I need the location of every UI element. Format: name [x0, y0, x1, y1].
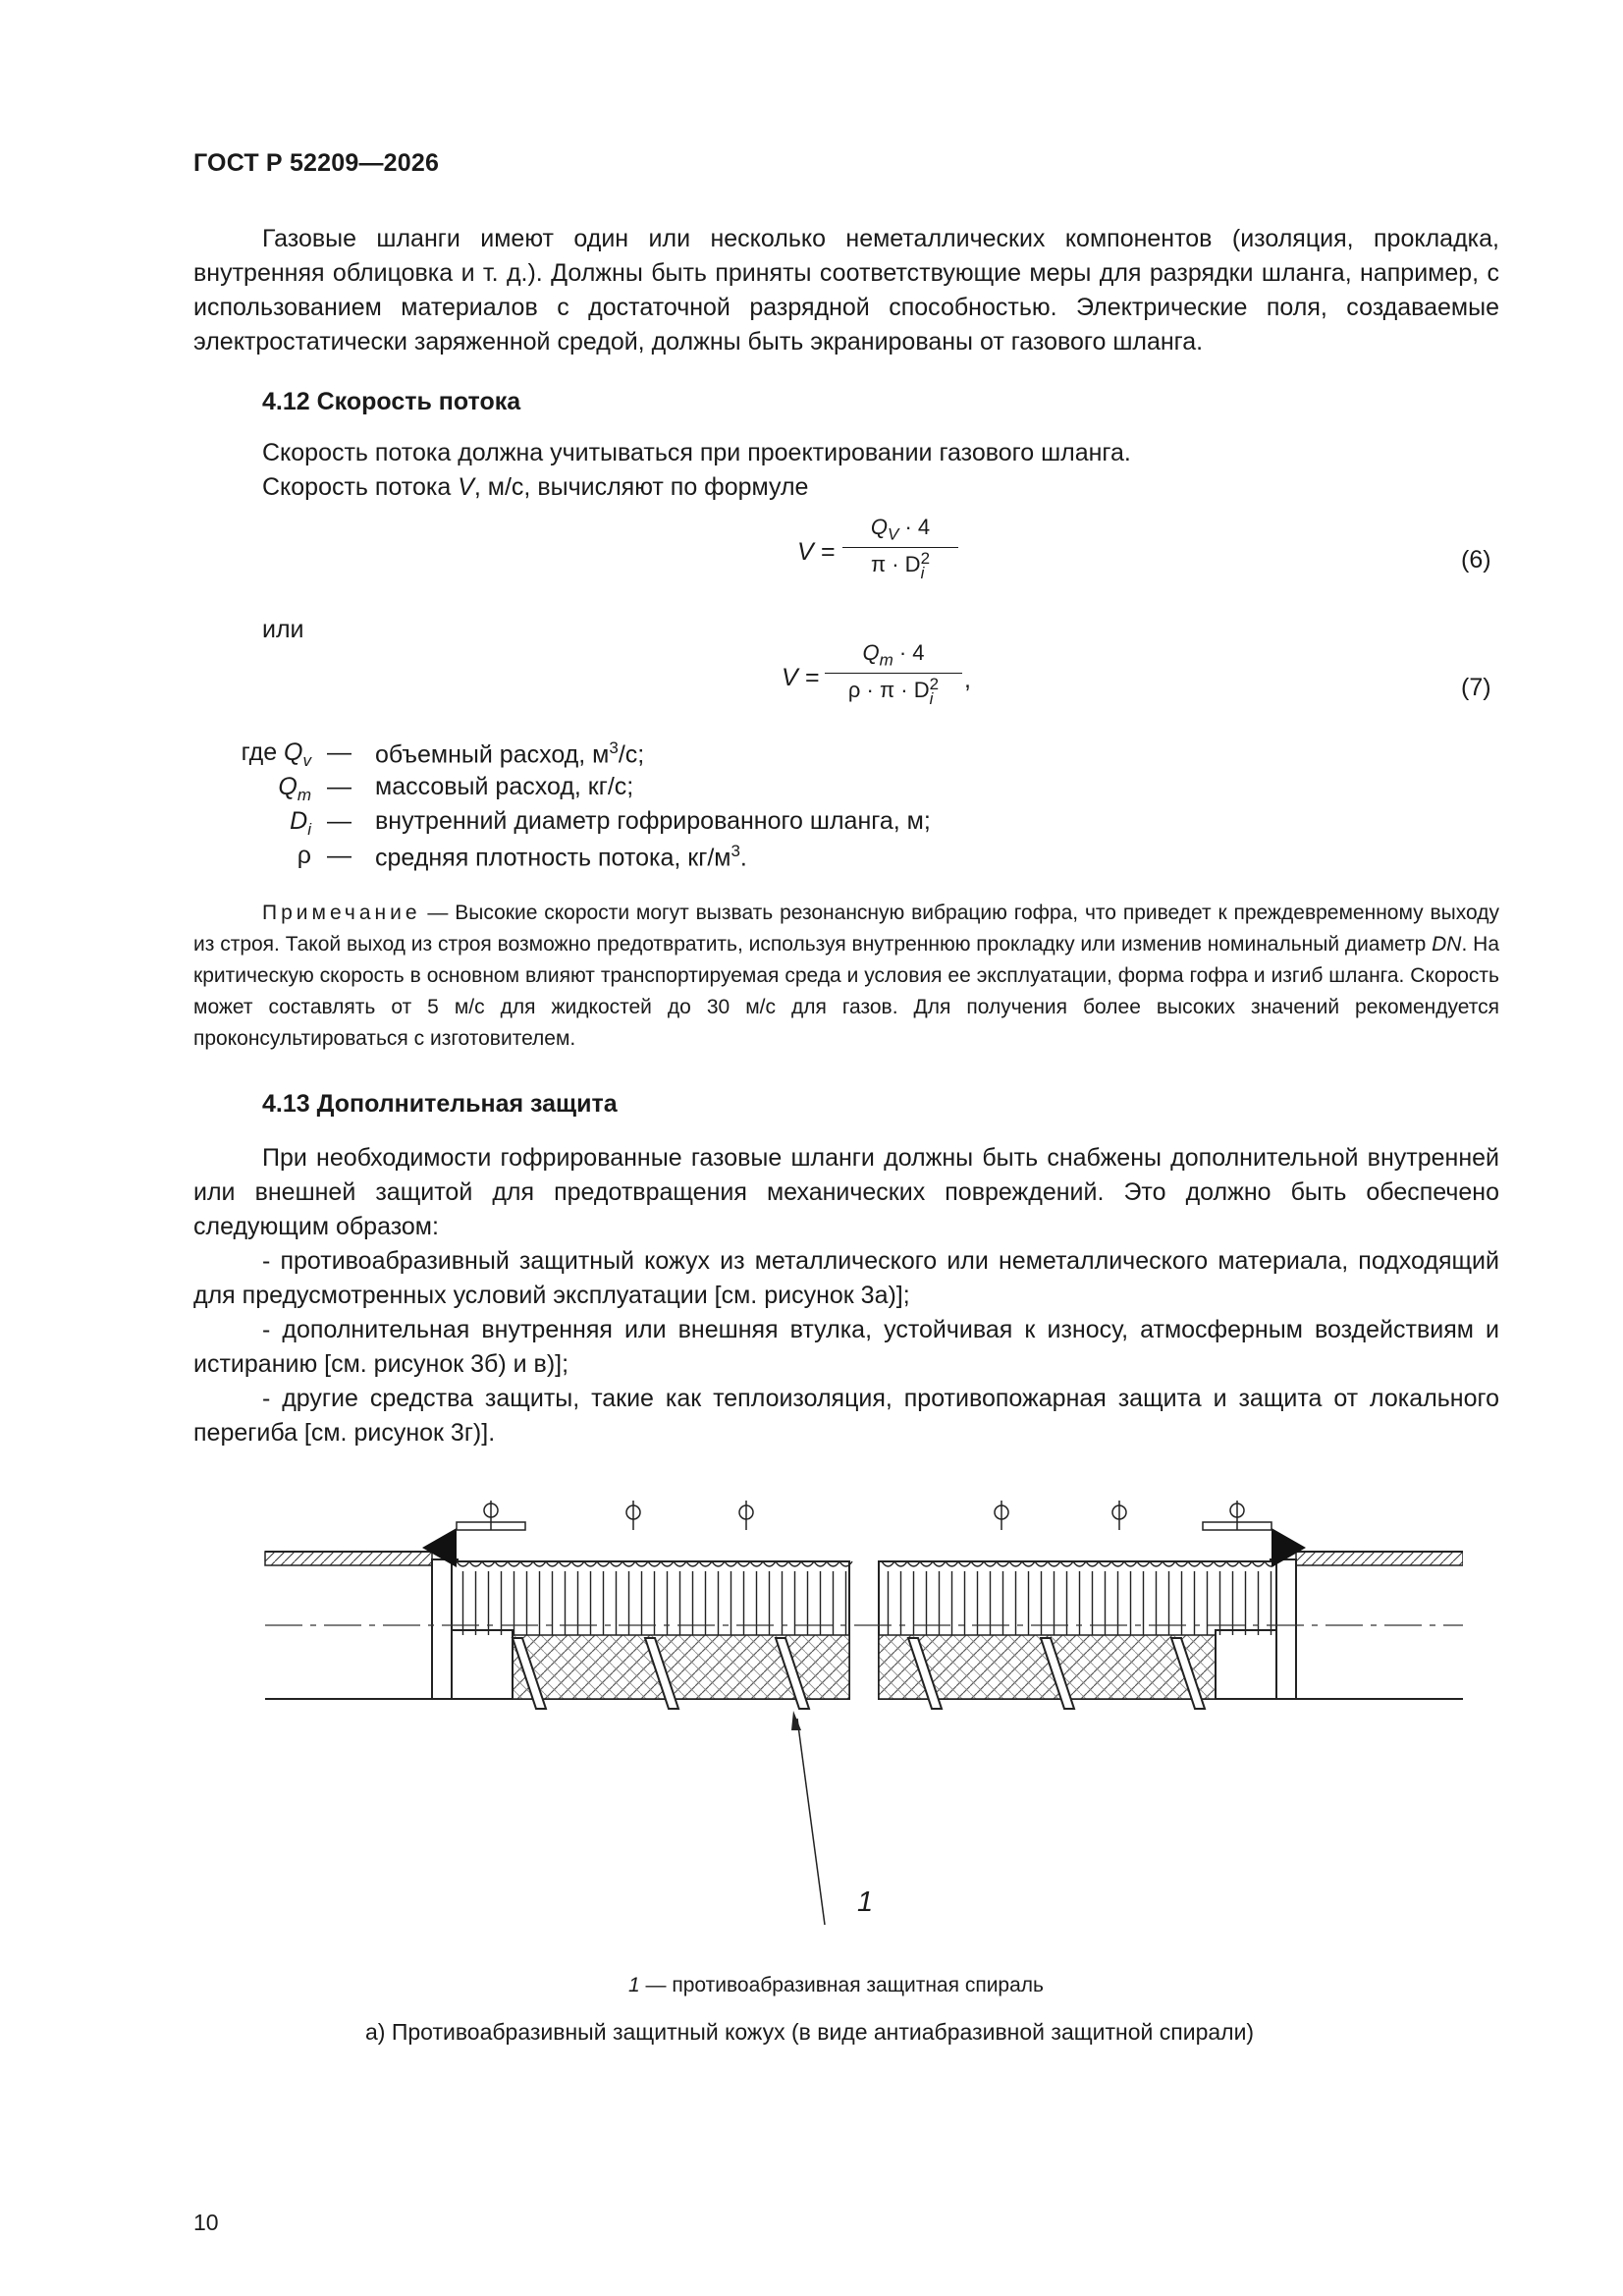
formula-6-fraction — [842, 515, 958, 583]
callout-arrowhead — [791, 1711, 801, 1730]
formula-6-bar — [842, 547, 958, 548]
definition-dash: — — [327, 842, 352, 869]
formula-6-numerator: $Q_V \cdot 4$ — [870, 515, 931, 544]
list-item-1: - противоабразивный защитный кожух из металлического или неметаллического материала, подходящий для предусмотренных условий эксплуатации [см. рисунок 3а)]; — [193, 1247, 1499, 1309]
list-item-3: - другие средства защиты, такие как теплоизоляция, противопожарная защита и защита от локального перегиба [см. рисунок 3г)]. — [193, 1385, 1499, 1447]
figure-hose-drawing — [255, 1473, 1463, 1935]
section-4-13-title: 4.13 Дополнительная защита — [262, 1090, 618, 1118]
intro-paragraph: Газовые шланги имеют один или несколько неметаллических компонентов (изоляция, прокладка, внутренняя облицовка и т. д.). Должны быть приняты соответствующие меры для разрядки шланга, например, с использованием материалов с достаточной разрядной способностью. Электрические поля, создаваемые электростатически заряженной средой, должны быть экранированы от газового шланга. — [193, 225, 1499, 355]
definition-dash: — — [327, 773, 352, 800]
definition-dash: — — [327, 738, 352, 766]
flow-speed-line-2 — [262, 470, 808, 505]
figure-subcaption: а) Противоабразивный защитный кожух (в виде антиабразивной защитной спирали) — [365, 2019, 1255, 2045]
formula-6-denominator: π · D 2 i — [870, 549, 931, 583]
flow-speed-line-1: Скорость потока должна учитываться при проектировании газового шланга. — [262, 439, 1131, 466]
definition-symbol: где $Q_v$ — [241, 738, 311, 770]
section-4-13-paragraph: При необходимости гофрированные газовые шланги должны быть снабжены дополнительной внутренней или внешней защитой для предотвращения механических повреждений. Это должно быть обеспечено следующим образом: — [193, 1144, 1499, 1240]
formula-7-denominator: ρ · π · D 2 i — [847, 675, 940, 709]
or-text: или — [262, 616, 304, 643]
top-clamps — [457, 1501, 1271, 1530]
definition-symbol: ρ — [297, 842, 311, 869]
document-header: ГОСТ Р 52209—2026 — [193, 149, 440, 177]
figure-callout-label: 1 — [857, 1886, 874, 1918]
definition-dash: — — [327, 807, 352, 835]
corrugated-hose-right — [879, 1561, 1276, 1699]
definition-text: средняя плотность потока, $кг/м^3$. — [375, 842, 747, 872]
formula-6-number: (6) — [1461, 546, 1491, 574]
line2-after: , м/с, вычисляют по формуле — [473, 473, 809, 501]
list-item-2: - дополнительная внутренняя или внешняя втулка, устойчивая к износу, атмосферным воздействиям и истиранию [см. рисунок 3б) и в)]; — [193, 1316, 1499, 1378]
definition-text: массовый расход, кг/с; — [375, 773, 634, 800]
formula-7-fraction — [825, 640, 962, 709]
formula-7-comma: , — [964, 666, 971, 693]
formula-7-number: (7) — [1461, 674, 1491, 701]
definition-text: объемный расход, $м^3/с$; — [375, 738, 645, 769]
definition-text: внутренний диаметр гофрированного шланга, м; — [375, 807, 931, 835]
note-label: Примечание — [262, 902, 421, 924]
figure-legend: 1 — противоабразивная защитная спираль — [628, 1974, 1044, 1996]
formula-6-lhs: V = — [797, 538, 836, 566]
formula-7-bar — [825, 673, 962, 674]
section-4-12-title: 4.12 Скорость потока — [262, 388, 521, 415]
formula-7-numerator: $Q_m \cdot 4$ — [862, 640, 925, 670]
definition-symbol: $Q_m$ — [278, 773, 311, 804]
callout-leader — [797, 1719, 825, 1925]
note-paragraph: Примечание — Высокие скорости могут вызвать резонансную вибрацию гофра, что приведет к преждевременному выходу из строя. Такой выход из строя возможно предотвратить, используя внутреннюю прокладку или изменив номинальный диаметр DN. На критическую скорость в основном влияют транспортируемая среда и условия ее эксплуатации, форма гофра и изгиб шланга. Скорость может составлять от 5 м/с для жидкостей до 30 м/с для газов. Для получения более высоких значений рекомендуется проконсультироваться с изготовителем. — [193, 902, 1499, 1050]
page-number: 10 — [193, 2210, 219, 2235]
formula-7-lhs: V = — [782, 664, 820, 691]
definition-symbol: $D_i$ — [290, 807, 311, 839]
line2-variable: V — [458, 473, 474, 501]
line2-before: Скорость потока — [262, 473, 459, 501]
